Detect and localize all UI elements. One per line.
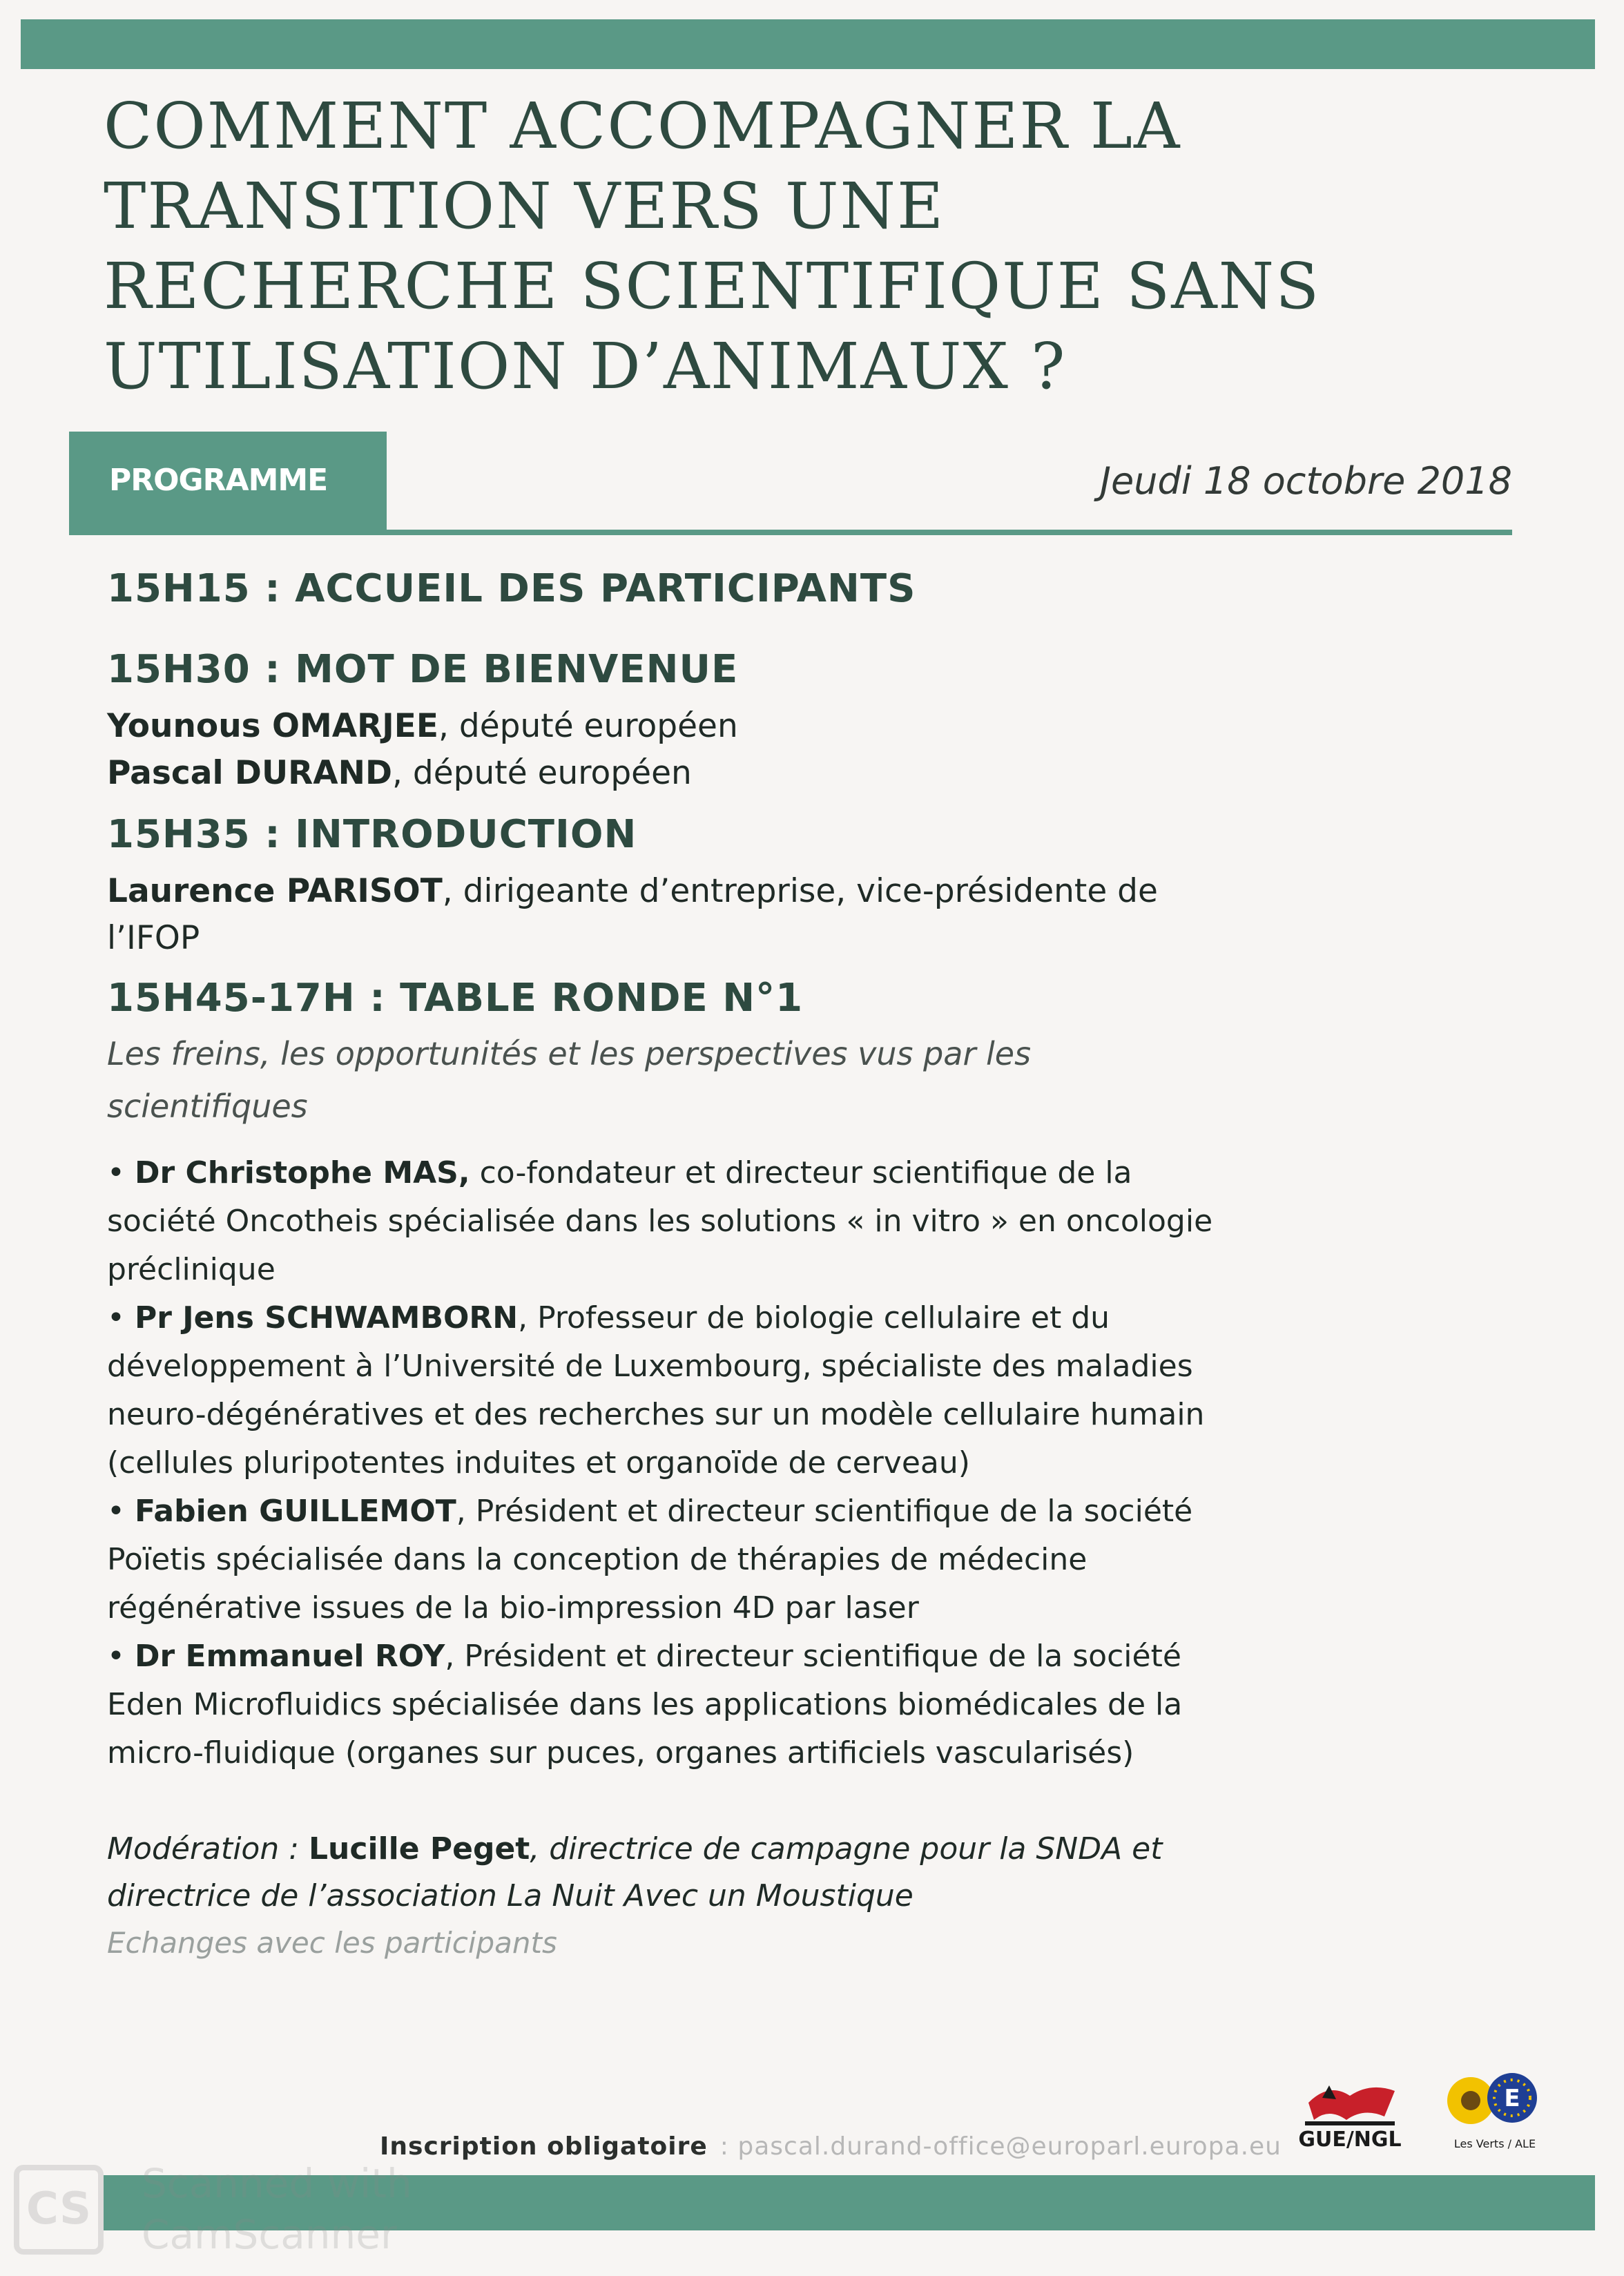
session-heading: 15H35 : INTRODUCTION xyxy=(107,812,637,857)
bullet: • xyxy=(107,1155,135,1190)
greens-efa-logo xyxy=(1436,2065,1554,2168)
speaker-name: Laurence PARISOT xyxy=(107,872,443,910)
speaker-name: Pascal DURAND xyxy=(107,754,393,792)
svg-text:E: E xyxy=(1504,2085,1520,2112)
session-round-table xyxy=(107,976,1239,1967)
panelist-line xyxy=(107,1632,1239,1681)
panelist-desc: micro-fluidique (organes sur puces, organes artificiels vascularisés) xyxy=(107,1735,1134,1771)
registration-note xyxy=(380,2132,1282,2161)
title-line-3: RECHERCHE SCIENTIFIQUE SANS xyxy=(104,249,1321,323)
speaker-line xyxy=(107,750,1239,797)
round-table-subtitle: Les freins, les opportunités et les perspectives vus par les xyxy=(107,1035,1032,1072)
page-title xyxy=(104,86,1415,407)
event-date: Jeudi 18 octobre 2018 xyxy=(1100,459,1512,503)
top-decorative-bar xyxy=(21,19,1595,69)
title-line-4: UTILISATION D’ANIMAUX ? xyxy=(104,329,1067,403)
panelist-desc: , Président et directeur scientifique de la société xyxy=(456,1494,1193,1529)
panelist-desc: , Président et directeur scientifique de la société xyxy=(445,1639,1181,1674)
program-content xyxy=(107,566,1239,1967)
gue-ngl-logo xyxy=(1281,2065,1419,2161)
session-welcome-speech xyxy=(107,647,1239,797)
title-line-2: TRANSITION VERS UNE xyxy=(104,169,945,243)
watermark-line: CamScanner xyxy=(142,2211,397,2258)
speaker-line xyxy=(107,703,1239,750)
speaker-role: , député européen xyxy=(392,754,692,792)
scanner-watermark xyxy=(14,2158,442,2261)
moderation-label: Modération : xyxy=(107,1831,309,1867)
session-heading: 15H45-17H : TABLE RONDE N°1 xyxy=(107,976,804,1021)
programme-divider xyxy=(69,530,1512,535)
title-line-1: COMMENT ACCOMPAGNER LA xyxy=(104,89,1181,163)
panelist-desc: (cellules pluripotentes induites et organoïde de cerveau) xyxy=(107,1445,970,1481)
moderator-role-continued: directrice de l’association La Nuit Avec un Moustique xyxy=(107,1878,914,1913)
moderator-role: , directrice de campagne pour la SNDA et xyxy=(530,1831,1163,1867)
panelist-desc: développement à l’Université de Luxembourg, spécialiste des maladies xyxy=(107,1349,1193,1384)
bullet: • xyxy=(107,1300,135,1335)
session-introduction xyxy=(107,812,1239,962)
gue-ngl-logo-text: GUE/NGL xyxy=(1298,2128,1402,2152)
greens-efa-logo-text: Les Verts / ALE xyxy=(1453,2137,1536,2150)
bullet: • xyxy=(107,1494,135,1529)
session-welcome-participants xyxy=(107,566,1239,611)
watermark-line: Scanned with xyxy=(142,2160,412,2207)
panelist-desc: co-fondateur et directeur scientifique de la xyxy=(470,1155,1132,1190)
panelist-desc: , Professeur de biologie cellulaire et du xyxy=(518,1300,1110,1335)
panelist-list xyxy=(107,1149,1239,1777)
watermark-text xyxy=(142,2158,412,2260)
panelist-desc: régénérative issues de la bio-impression 4D par laser xyxy=(107,1590,919,1626)
panelist-item xyxy=(107,1632,1239,1777)
panelist-name: Dr Emmanuel ROY xyxy=(134,1639,445,1674)
panelist-name: Dr Christophe MAS, xyxy=(134,1155,470,1190)
panelist-desc: société Oncotheis spécialisée dans les solutions « in vitro » en oncologie xyxy=(107,1204,1213,1239)
panelist-item xyxy=(107,1487,1239,1632)
panelist-line xyxy=(107,1487,1239,1536)
registration-email: : pascal.durand-office@europarl.europa.eu xyxy=(719,2132,1282,2161)
panelist-item xyxy=(107,1149,1239,1294)
round-table-subtitle-continued: scientifiques xyxy=(107,1088,308,1125)
session-heading: 15H30 : MOT DE BIENVENUE xyxy=(107,647,739,692)
speaker-role: , dirigeante d’entreprise, vice-présidente de xyxy=(442,872,1158,910)
panelist-name: Fabien GUILLEMOT xyxy=(134,1494,456,1529)
moderation-line xyxy=(107,1826,1239,1873)
panelist-desc: neuro-dégénératives et des recherches sur un modèle cellulaire humain xyxy=(107,1397,1205,1432)
panelist-item xyxy=(107,1294,1239,1487)
session-heading: 15H15 : ACCUEIL DES PARTICIPANTS xyxy=(107,566,916,611)
camscanner-icon: CS xyxy=(14,2165,104,2255)
panelist-desc: préclinique xyxy=(107,1252,276,1287)
bullet: • xyxy=(107,1639,135,1674)
speaker-name: Younous OMARJEE xyxy=(107,707,439,745)
panelist-name: Pr Jens SCHWAMBORN xyxy=(134,1300,519,1335)
exchanges-note: Echanges avec les participants xyxy=(107,1926,557,1960)
programme-label: PROGRAMME xyxy=(109,463,328,498)
panelist-desc: Poïetis spécialisée dans la conception de thérapies de médecine xyxy=(107,1542,1088,1577)
panelist-desc: Eden Microfluidics spécialisée dans les applications biomédicales de la xyxy=(107,1687,1183,1722)
panelist-line xyxy=(107,1149,1239,1197)
moderation-block xyxy=(107,1826,1239,1967)
registration-label: Inscription obligatoire xyxy=(380,2132,708,2161)
speaker-role-continued: l’IFOP xyxy=(107,919,200,957)
moderator-name: Lucille Peget xyxy=(309,1831,530,1867)
panelist-line xyxy=(107,1294,1239,1342)
speaker-line xyxy=(107,868,1239,915)
speaker-role: , député européen xyxy=(438,707,738,745)
